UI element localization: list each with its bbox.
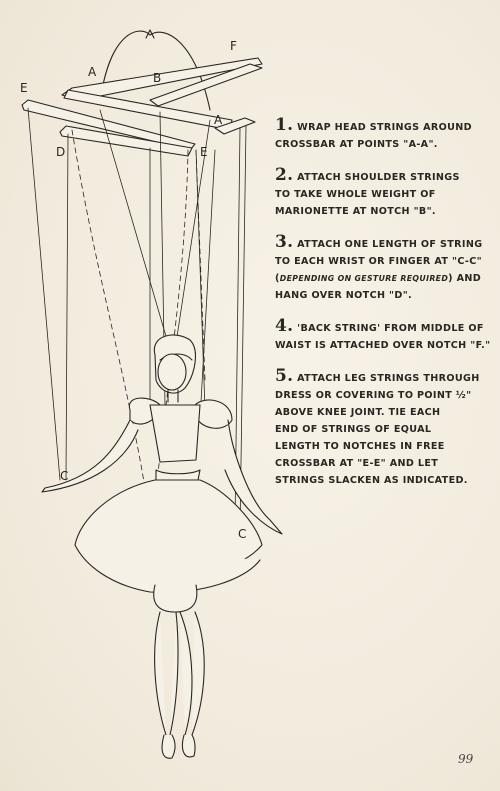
step-5 — [275, 366, 497, 489]
step-5-line-3: ABOVE KNEE JOINT. TIE EACH — [275, 407, 441, 418]
step-4-number: 4. — [275, 316, 294, 336]
step-5-line-2: DRESS OR COVERING TO POINT ½" — [275, 390, 472, 401]
step-4 — [275, 316, 497, 354]
step-3-paren-open: ( — [275, 273, 280, 284]
label-C-left: C — [60, 469, 69, 483]
instructions-list — [275, 115, 497, 504]
step-3-line-3 — [275, 270, 497, 287]
step-5-number: 5. — [275, 366, 294, 386]
label-A-right: A — [214, 113, 223, 127]
step-2-line-1: ATTACH SHOULDER STRINGS — [297, 172, 460, 183]
step-2 — [275, 165, 497, 220]
step-3-line-4: HANG OVER NOTCH "D". — [275, 290, 413, 301]
step-3-line-1: ATTACH ONE LENGTH OF STRING — [297, 239, 483, 250]
label-E-right: E — [200, 145, 208, 159]
step-5-line-7: STRINGS SLACKEN AS INDICATED. — [275, 475, 468, 486]
step-4-line-1: 'BACK STRING' FROM MIDDLE OF — [297, 323, 484, 334]
step-5-line-5: LENGTH TO NOTCHES IN FREE — [275, 441, 445, 452]
crossbar-control — [22, 58, 262, 156]
step-1-line-2: CROSSBAR AT POINTS "A-A". — [275, 139, 438, 150]
step-2-line-2: TO TAKE WHOLE WEIGHT OF — [275, 189, 436, 200]
page-number: 99 — [458, 752, 474, 766]
marionette-figure — [42, 335, 282, 758]
step-1 — [275, 115, 497, 153]
step-3-line-2: TO EACH WRIST OR FINGER AT "C-C" — [275, 256, 482, 267]
label-A-left: A — [88, 65, 97, 79]
step-5-line-4: END OF STRINGS OF EQUAL — [275, 424, 432, 435]
step-5-line-1: ATTACH LEG STRINGS THROUGH — [297, 373, 480, 384]
label-E-left: E — [20, 81, 28, 95]
step-4-line-2: WAIST IS ATTACHED OVER NOTCH "F." — [275, 340, 491, 351]
step-2-line-3: MARIONETTE AT NOTCH "B". — [275, 206, 436, 217]
step-2-number: 2. — [275, 165, 294, 185]
step-1-number: 1. — [275, 115, 294, 135]
step-5-line-6: CROSSBAR AT "E-E" AND LET — [275, 458, 439, 469]
step-1-line-1: WRAP HEAD STRINGS AROUND — [297, 122, 472, 133]
label-C-right: C — [238, 527, 247, 541]
label-D: D — [56, 145, 66, 159]
step-3-number: 3. — [275, 232, 294, 252]
step-3-paren-close: ) AND — [448, 273, 482, 284]
label-F: F — [230, 39, 237, 53]
step-3-note: DEPENDING ON GESTURE REQUIRED — [279, 274, 449, 283]
label-B: B — [153, 71, 162, 85]
step-3 — [275, 232, 497, 304]
